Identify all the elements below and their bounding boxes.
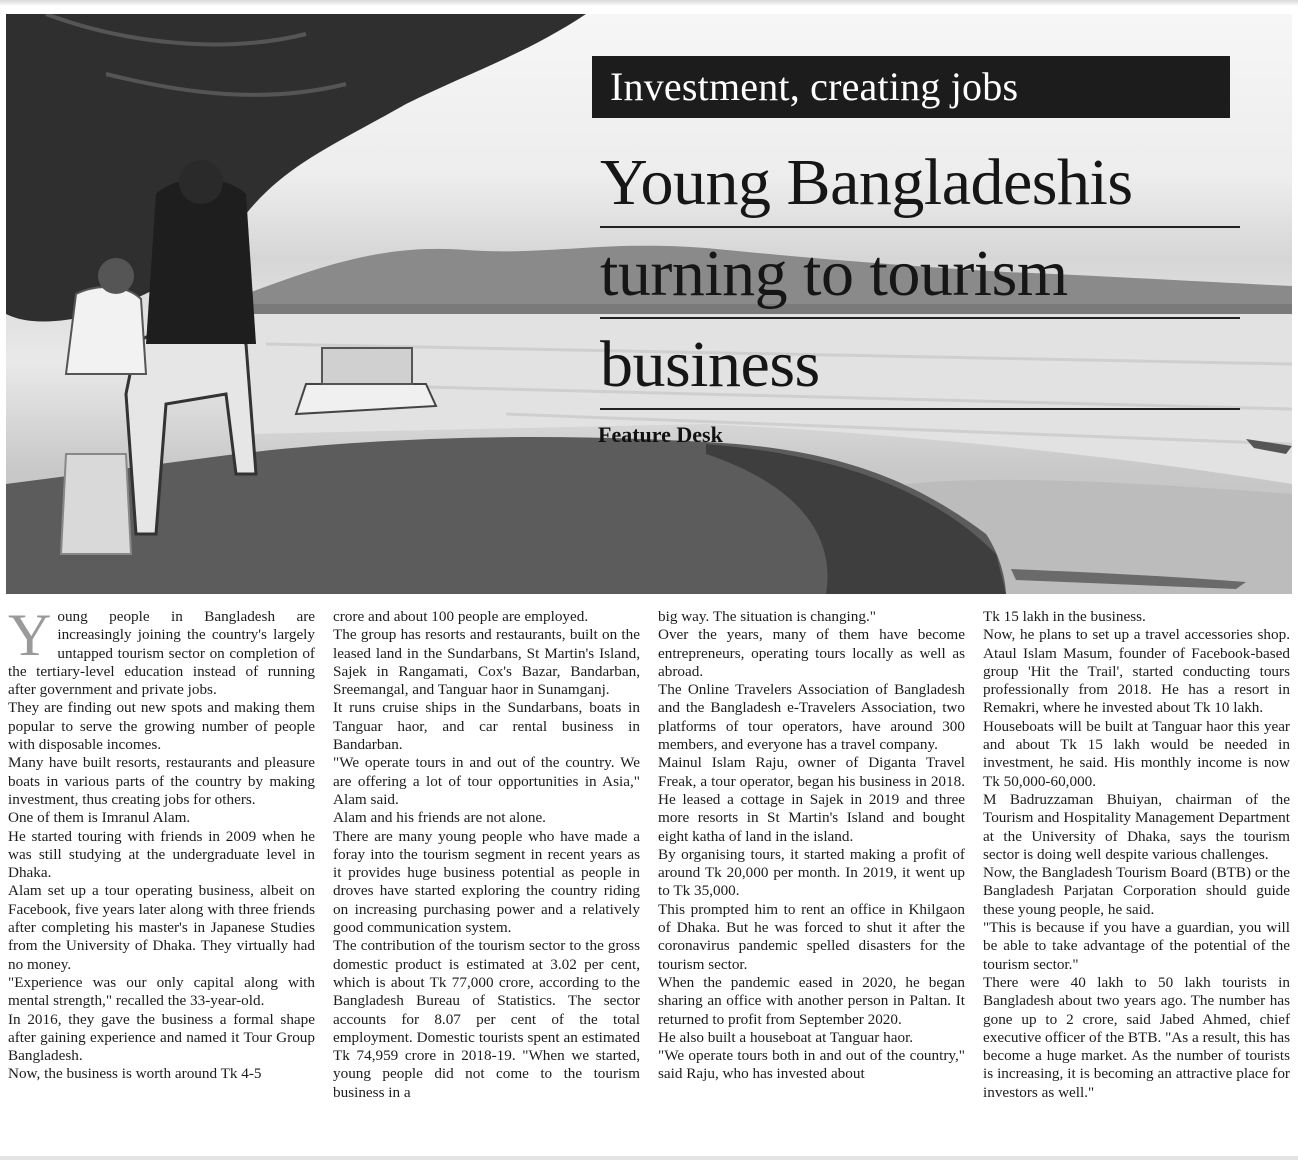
article-paragraph: Now, the business is worth around Tk 4-5 — [8, 1065, 262, 1083]
article-paragraph: Houseboats will be built at Tanguar haor this year and about Tk 15 lakh would be needed in investment, he said. His monthly income is now Tk 50,000-60,000. — [983, 717, 1290, 790]
boat-cabin — [322, 348, 412, 384]
article-paragraph: "We operate tours both in and out of the country," said Raju, who has invested about — [658, 1047, 965, 1083]
article-paragraph: Alam and his friends are not alone. — [333, 809, 546, 827]
article-paragraph: This prompted him to rent an office in Khilgaon of Dhaka. But he was forced to shut it after the coronavirus pandemic spelled disasters for the tourism sector. — [658, 900, 965, 973]
article-paragraph: When the pandemic eased in 2020, he began sharing an office with another person in Paltan. It returned to profit from September 2020. — [658, 973, 965, 1028]
article-paragraph: "We operate tours in and out of the country. We are offering a lot of tour opportunities in Asia," Alam said. — [333, 754, 640, 808]
guitarist — [66, 287, 146, 374]
article-paragraph: The contribution of the tourism sector to the gross domestic product is estimated at 3.02 per cent, which is about Tk 77,000 crore, according to the Bangladesh Bureau of Statistics. The sector accounts for 8.07 per cent of the total employment. Domestic tourists spent an estimated Tk 74,959 crore in 2018-19. "When we started, young people did not come to the tourism business in a — [333, 937, 640, 1101]
article-paragraph: They are finding out new spots and making them popular to serve the growing number of people with disposable incomes. — [8, 699, 315, 754]
article-paragraph: crore and about 100 people are employed. — [333, 608, 589, 625]
article-column-2 — [333, 608, 640, 1148]
article-column-1 — [8, 602, 315, 1148]
headline-line-2: turning to tourism — [600, 231, 1240, 319]
article-paragraph: He also built a houseboat at Tanguar haor. — [658, 1028, 914, 1046]
article-column-3 — [658, 608, 965, 1148]
feature-photo — [6, 14, 1292, 594]
article-paragraph: Now, he plans to set up a travel accessories shop. Ataul Islam Masum, founder of Facebook-based group 'Hit the Trail', started conducting tours professionally from 2018. He has a resort in Remakri, where he invested about Tk 10 lakh. — [983, 626, 1290, 717]
article-paragraph: The group has resorts and restaurants, built on the leased land in the Sundarbans, St Martin's Island, Sajek in Rangamati, Cox's Bazar, Bandarban, Sreemangal, and Tanguar haor in Sunamganj. — [333, 626, 640, 699]
drop-cap: Y — [8, 602, 52, 668]
article-paragraph: Tk 15 lakh in the business. — [983, 608, 1146, 625]
article-paragraph: "Experience was our only capital along with mental strength," recalled the 33-year-old. — [8, 973, 315, 1010]
rider-head — [179, 160, 223, 204]
article-paragraph: M Badruzzaman Bhuiyan, chairman of the Tourism and Hospitality Management Department at the University of Dhaka, says the tourism sector is doing well despite various challenges. — [983, 790, 1290, 863]
headline-line-1: Young Bangladeshis — [600, 140, 1240, 228]
guitarist-head — [98, 258, 134, 294]
article-paragraph: oung people in Bangladesh are increasingly joining the country's largely untapped tourism sector on completion of the tertiary-level education instead of running after government and private jobs. — [8, 608, 315, 699]
article-paragraph: Over the years, many of them have become entrepreneurs, operating tours locally as well as abroad. — [658, 626, 965, 680]
article-paragraph: The Online Travelers Association of Bangladesh and the Bangladesh e-Travelers Association, two platforms of tour operators, have around 300 members, and everyone has a travel company. — [658, 681, 965, 754]
top-edge — [0, 0, 1298, 6]
article-paragraph: There were 40 lakh to 50 lakh tourists in Bangladesh about two years ago. The number has gone up to 2 crore, said Jabed Ahmed, chief executive officer of the BTB. "As a result, this has become a huge market. As the number of tourists is increasing, it is becoming an attractive place for investors as well." — [983, 973, 1290, 1101]
bottom-edge — [0, 1156, 1298, 1160]
article-body — [8, 602, 1292, 1148]
article-paragraph: "This is because if you have a guardian, you will be able to take advantage of the potential of the tourism sector." — [983, 919, 1290, 973]
article-paragraph: In 2016, they gave the business a formal shape after gaining experience and named it Tour Group Bangladesh. — [8, 1010, 315, 1065]
article-paragraph: He started touring with friends in 2009 when he was still studying at the undergraduate level in Dhaka. — [8, 827, 315, 882]
article-paragraph: There are many young people who have made a foray into the tourism segment in recent years as it provides huge business potential as people in droves have started exploring the country riding on increasing purchasing power and a relatively good communication system. — [333, 827, 640, 937]
article-paragraph: Alam set up a tour operating business, albeit on Facebook, five years later along with three friends after completing his master's in Japanese Studies from the University of Dhaka. They virtually had no money. — [8, 882, 315, 973]
kicker-banner: Investment, creating jobs — [592, 56, 1230, 118]
article-paragraph: Mainul Islam Raju, owner of Diganta Travel Freak, a tour operator, began his business in 2018. He leased a cottage in Sajek in 2019 and three more resorts in St Martin's Island and bought eight katha of land in the island. — [658, 754, 965, 845]
headline-line-3: business — [600, 322, 1240, 410]
article-paragraph: big way. The situation is changing." — [658, 608, 876, 625]
article-paragraph: One of them is Imranul Alam. — [8, 809, 191, 827]
article-paragraph: Many have built resorts, restaurants and pleasure boats in various parts of the country by making investment, thus creating jobs for others. — [8, 754, 315, 808]
article-paragraph: By organising tours, it started making a profit of around Tk 20,000 per month. In 2019, it went up to Tk 35,000. — [658, 845, 965, 900]
headline — [600, 140, 1240, 413]
article-paragraph: Now, the Bangladesh Tourism Board (BTB) or the Bangladesh Parjatan Corporation should guide these young people, he said. — [983, 864, 1290, 918]
article-paragraph: It runs cruise ships in the Sundarbans, boats in Tanguar haor, and car rental business in Bandarban. — [333, 699, 640, 754]
article-column-4 — [983, 608, 1290, 1148]
plastic-chair — [61, 454, 131, 554]
byline: Feature Desk — [598, 422, 723, 447]
